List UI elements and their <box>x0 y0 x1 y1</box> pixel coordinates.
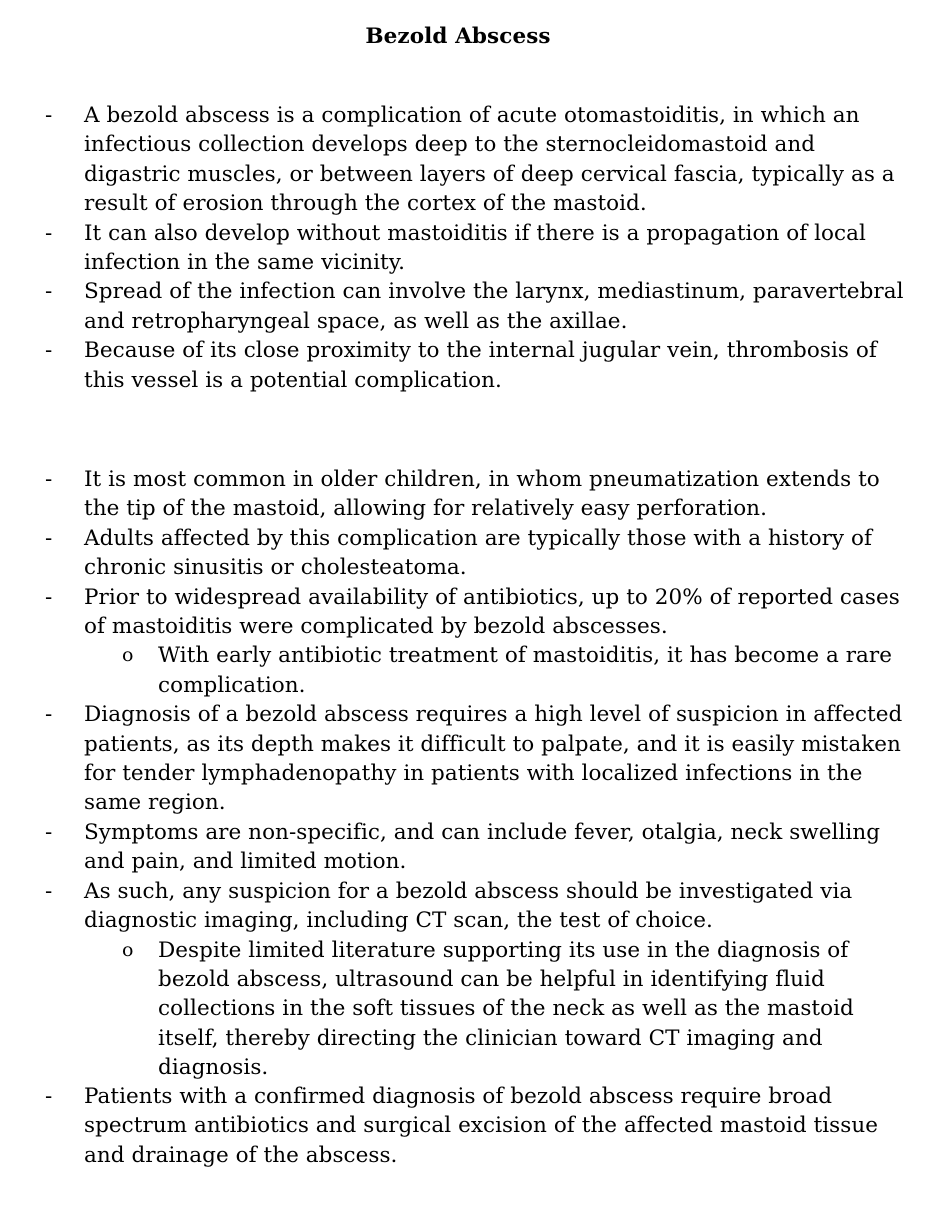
list-item <box>0 101 950 219</box>
list-item <box>0 524 950 583</box>
list-item-text: Patients with a confirmed diagnosis of bezold abscess require broad spectrum antibiotics and surgical excision of the affected mastoid tissue and drainage of the abscess. <box>84 1084 879 1168</box>
dash-bullet: - <box>45 338 53 364</box>
sub-list-item-text: Despite limited literature supporting its use in the diagnosis of bezold abscess, ultrasound can be helpful in identifying fluid collections in the soft tissues of the neck as well as the mastoid itself, thereby directing the clinician toward CT imaging and diagnosis. <box>158 937 854 1081</box>
bullet-list-treatment <box>0 1082 950 1170</box>
dash-bullet: - <box>45 525 53 551</box>
sub-list-item-text: With early antibiotic treatment of mastoiditis, it has become a rare complication. <box>158 643 893 698</box>
document-title: Bezold Abscess <box>365 24 551 49</box>
dash-bullet: - <box>45 702 53 728</box>
dash-bullet: - <box>45 467 53 492</box>
list-item-text: Diagnosis of a bezold abscess requires a high level of suspicion in affected patients, as its depth makes it difficult to palpate, and it is easily mistaken for tender lymphadenopathy in patients with localized infections in the same region. <box>84 702 903 816</box>
list-item-text: Adults affected by this complication are typically those with a history of chronic sinusitis or cholesteatoma. <box>84 525 872 581</box>
list-item-text: Because of its close proximity to the internal jugular vein, thrombosis of this vessel is a potential complication. <box>84 338 877 393</box>
dash-bullet: - <box>45 878 53 904</box>
list-item-text: Spread of the infection can involve the larynx, mediastinum, paravertebral and retropharyngeal space, as well as the axillae. <box>84 279 904 334</box>
sub-list-item <box>0 641 950 700</box>
sub-list-item <box>0 936 950 1083</box>
dash-bullet: - <box>45 1084 53 1109</box>
list-item-text: It can also develop without mastoiditis if there is a propagation of local infection in the same vicinity. <box>84 220 866 276</box>
list-item-text: Symptoms are non-specific, and can include fever, otalgia, neck swelling and pain, and limited motion. <box>84 819 881 875</box>
list-item <box>0 818 950 877</box>
dash-bullet: - <box>45 220 53 246</box>
list-item <box>0 877 950 936</box>
dash-bullet: - <box>45 279 53 305</box>
list-item <box>0 700 950 818</box>
list-item <box>0 277 950 336</box>
list-item <box>0 219 950 278</box>
bullet-list-clinical <box>0 465 950 1083</box>
list-item <box>0 1082 950 1170</box>
list-item <box>0 336 950 395</box>
bullet-list-overview <box>0 101 950 395</box>
list-item-text: Prior to widespread availability of antibiotics, up to 20% of reported cases of mastoiditis were complicated by bezold abscesses. <box>84 584 900 640</box>
list-item-text: It is most common in older children, in whom pneumatization extends to the tip of the mastoid, allowing for relatively easy perforation. <box>84 467 880 522</box>
dash-bullet: - <box>45 584 53 610</box>
list-item-text: As such, any suspicion for a bezold abscess should be investigated via diagnostic imaging, including CT scan, the test of choice. <box>84 878 853 934</box>
circle-bullet: o <box>122 644 134 667</box>
list-item-text: A bezold abscess is a complication of acute otomastoiditis, in which an infectious collection develops deep to the sternocleidomastoid and digastric muscles, or between layers of deep cervical fascia, typically as a result of erosion through the cortex of the mastoid. <box>84 103 895 217</box>
dash-bullet: - <box>45 819 53 845</box>
list-item <box>0 583 950 642</box>
dash-bullet: - <box>45 103 53 128</box>
circle-bullet: o <box>122 938 134 961</box>
list-item <box>0 465 950 524</box>
